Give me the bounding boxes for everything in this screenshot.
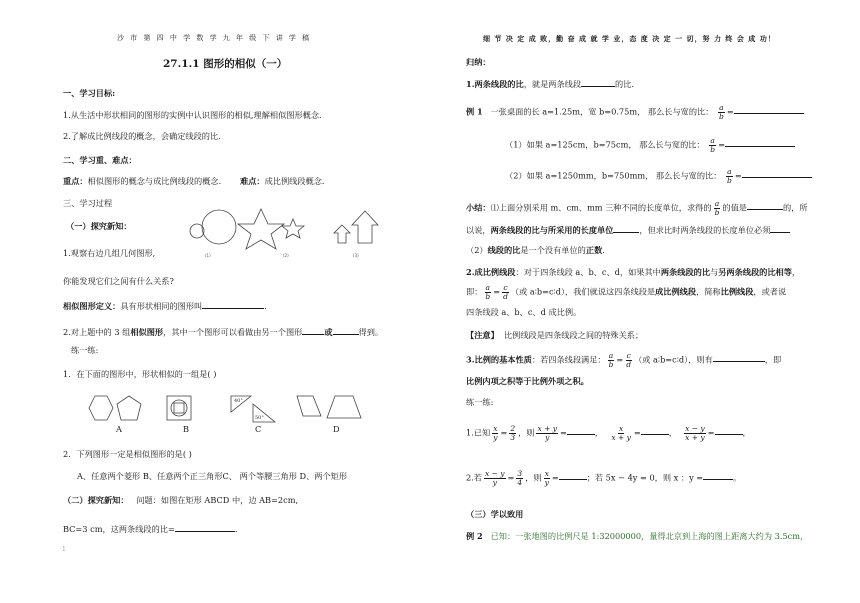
frac-a-b-5: $\frac{a}{b}$ bbox=[485, 283, 491, 301]
page-mark: 1 bbox=[62, 546, 66, 553]
basic-property: 3.比例的基本性质：若四条线段满足： $\frac{a}{b}$ = $\frac{c}{d}$ （或 a∶b=c∶d），则有 ，即 bbox=[466, 351, 782, 369]
practice-r-q2: 2.若 $\frac{x - y}{y}$ = $\frac{3}{4}$ ，则 $\frac{x}{y}$ = ；若 5x − 4y = 0，则 x ：y = 。 bbox=[466, 469, 742, 487]
frac-a-b-3: $\frac{a}{b}$ bbox=[727, 167, 732, 185]
right-header: 细 节 决 定 成 败，勤 奋 成 就 学 业，态 度 决 定 一 切，努 力 终 会 成 功！ bbox=[483, 34, 776, 43]
practice-q2-options: A、任意两个菱形 B、任意两个正三角形C、 两个等腰三角形 D、两个矩形 bbox=[77, 471, 348, 481]
ratio-question: BC=3 cm，这两条线段的比= . bbox=[63, 524, 238, 534]
frac-c-d-1: $\frac{c}{d}$ bbox=[503, 283, 508, 301]
goal-1: 1.从生活中形状相同的图形的实例中认识图形的相似,理解相似图形概念. bbox=[63, 110, 322, 120]
summary-line-3: （2）线段的比是一个没有单位的正数. bbox=[466, 245, 605, 255]
basic-property-2: 比例内项之积等于比例外项之积。 bbox=[466, 376, 589, 386]
q2r-blank-2[interactable] bbox=[703, 471, 733, 480]
frac-xmy-y: $\frac{x - y}{y}$ bbox=[485, 469, 505, 487]
q2-blank-2[interactable] bbox=[333, 326, 359, 335]
key-points: 重点：相似图形的概念与成比例线段的概念. bbox=[63, 176, 222, 186]
section-keypoints: 二、学习重、难点： bbox=[63, 155, 137, 165]
square-inner bbox=[174, 403, 184, 413]
pentagon-1 bbox=[117, 396, 141, 420]
summary-line-1: 小结：⑴上面分别采用 m、cm、mm 三种不同的长度单位，求得的 $\frac{a}{b}$ 的值是 的，所 bbox=[466, 199, 808, 217]
q1-blank-3[interactable] bbox=[715, 426, 743, 435]
frac-a-b-6: $\frac{a}{b}$ bbox=[608, 351, 614, 369]
observe-prompt: 1.观察右边几组几何图形, bbox=[63, 248, 156, 258]
summary-blank-3[interactable] bbox=[770, 224, 790, 233]
left-header: 沙 市 第 四 中 学 数 学 九 年 级 下 讲 学 稿 bbox=[117, 34, 312, 42]
example-2: 例 2 已知：一张地图的比例尺是 1:32000000，量得北京到上海的图上距离大约为 3.5cm， bbox=[466, 531, 809, 541]
explore-new-2: （二）探究新知： 问题：如图在矩形 ABCD 中，边 AB=2cm, bbox=[63, 495, 299, 505]
circle-large bbox=[202, 210, 236, 244]
goal-2: 2.了解成比例线段的概念，会确定线段的比. bbox=[63, 131, 221, 141]
star-small bbox=[282, 219, 304, 238]
proportional-definition: 2.成比例线段：对于四条线段 a、b、c、d，如果其中两条线段的比与另两条线段的比相等， bbox=[466, 267, 801, 277]
practice-q2: 2．下列图形一定是相似图形的是( ) bbox=[63, 449, 192, 459]
practice-label-left: 练一练: bbox=[71, 345, 99, 355]
fig-label-1: (1) bbox=[205, 253, 211, 258]
section-goals: 一、学习目标: bbox=[63, 88, 116, 98]
ex1-1-blank[interactable] bbox=[725, 138, 795, 147]
proportional-definition-2: 即： $\frac{a}{b}$ = $\frac{c}{d}$ （或 a∶b=c∶d），我们就说这四条线段是成比例线段，简称比例线段，或者说 bbox=[466, 283, 787, 301]
similar-definition: 相似图形定义：具有形状相同的图形叫 . bbox=[63, 301, 267, 311]
hexagon-1 bbox=[89, 396, 113, 420]
opt-label-d: D bbox=[333, 424, 340, 434]
summary-title: 归纳： bbox=[466, 57, 491, 67]
ratio-blank[interactable] bbox=[175, 523, 235, 532]
frac-x-xpy: $\frac{x}{x + y}$ bbox=[611, 424, 631, 442]
frac-a-b-1: $\frac{a}{b}$ bbox=[719, 103, 724, 121]
q1-blank-1[interactable] bbox=[567, 426, 595, 435]
ratio-definition: 1.两条线段的比，就是两条线段 的比. bbox=[466, 79, 634, 89]
opt-label-a: A bbox=[116, 424, 122, 434]
page-title: 27.1.1 图形的相似（一） bbox=[163, 58, 288, 70]
example-1: 例 1 一张桌面的长 a=1.25m，宽 b=0.75m， 那么长与宽的比： $\frac{a}{b}$ = bbox=[466, 104, 804, 121]
frac-a-b-4: $\frac{a}{b}$ bbox=[714, 199, 720, 217]
frac-2-3: $\frac{2}{3}$ bbox=[510, 424, 516, 442]
definition-blank[interactable] bbox=[202, 300, 264, 309]
star-large bbox=[238, 209, 284, 249]
circle-inner bbox=[171, 400, 187, 416]
angle-50-label: 50° bbox=[255, 415, 264, 421]
similar-figures-group bbox=[175, 203, 385, 263]
q1-blank-2[interactable] bbox=[641, 426, 669, 435]
frac-a-b-2: $\frac{a}{b}$ bbox=[710, 136, 716, 154]
trapezoid-2 bbox=[327, 396, 361, 418]
frac-x-y: $\frac{x}{y}$ bbox=[493, 424, 498, 442]
ex1-2-blank[interactable] bbox=[742, 169, 812, 178]
ratio-def-blank[interactable] bbox=[581, 78, 615, 87]
frac-x-y-2: $\frac{x}{y}$ bbox=[544, 469, 549, 487]
frac-c-d-2: $\frac{c}{d}$ bbox=[626, 351, 632, 369]
frac-xmy-xpy: $\frac{x - y}{x + y}$ bbox=[685, 424, 705, 442]
trapezoid-1 bbox=[297, 396, 321, 416]
summary-line-2: 以说，两条线段的比与所采用的长度单位 ，但求比时两条线段的长度单位必须 bbox=[466, 224, 790, 236]
question-2: 2.对上题中的 3 组相似图形，其中一个图形可以看做由另一个图形 或 得到。 bbox=[63, 327, 384, 337]
fig-label-2: (2) bbox=[283, 253, 289, 258]
relation-question: 你能发现它们之间有什么关系? bbox=[63, 276, 174, 286]
q2-blank-1[interactable] bbox=[302, 326, 324, 335]
frac-xpy-y: $\frac{x + y}{y}$ bbox=[537, 424, 558, 442]
opt-label-b: B bbox=[183, 424, 190, 434]
example-1-part2: （2）如果 a=1250mm，b=750mm， 那么长与宽的比： $\frac{a}{b}$ = bbox=[505, 168, 812, 185]
practice-q1-figures bbox=[85, 392, 365, 434]
note: 【注意】 比例线段是四条线段之间的特殊关系； bbox=[466, 330, 644, 340]
practice-q1: 1．在下面的图形中，形状相似的一组是( ) bbox=[63, 369, 217, 379]
angle-40-label: 40° bbox=[234, 398, 243, 404]
practice-label-right: 练一练: bbox=[466, 397, 494, 407]
practice-r-q1: 1.已知 $\frac{x}{y}$ = $\frac{2}{3}$ ，则 $\frac{x + y}{y}$ = ， $\frac{x}{x + y}$ = ， $\frac{x - y}{x + y}$ = ， bbox=[466, 424, 751, 442]
section-apply: （三）学以致用 bbox=[466, 509, 524, 519]
proportional-definition-3: 四条线段 a、b、c、d 成比例。 bbox=[466, 307, 582, 317]
example-1-part1: （1）如果 a=125cm，b=75cm， 那么长与宽的比： $\frac{a}{b}$ = bbox=[505, 137, 795, 154]
arrow-small bbox=[334, 225, 350, 243]
opt-label-c: C bbox=[255, 424, 262, 434]
basic-blank[interactable] bbox=[713, 353, 765, 362]
q2r-blank-1[interactable] bbox=[559, 471, 587, 480]
arrow-large bbox=[352, 211, 378, 243]
difficult-points: 难点：成比例线段概念. bbox=[240, 176, 325, 186]
explore-new-1: （一）探究新知： bbox=[66, 221, 132, 231]
summary-blank-2[interactable] bbox=[613, 224, 639, 233]
summary-blank-1[interactable] bbox=[747, 201, 783, 210]
fig-label-3: (3) bbox=[353, 253, 359, 258]
section-process: 三、学习过程 bbox=[63, 198, 113, 208]
ex1-blank[interactable] bbox=[734, 105, 804, 114]
frac-3-4: $\frac{3}{4}$ bbox=[517, 469, 523, 487]
